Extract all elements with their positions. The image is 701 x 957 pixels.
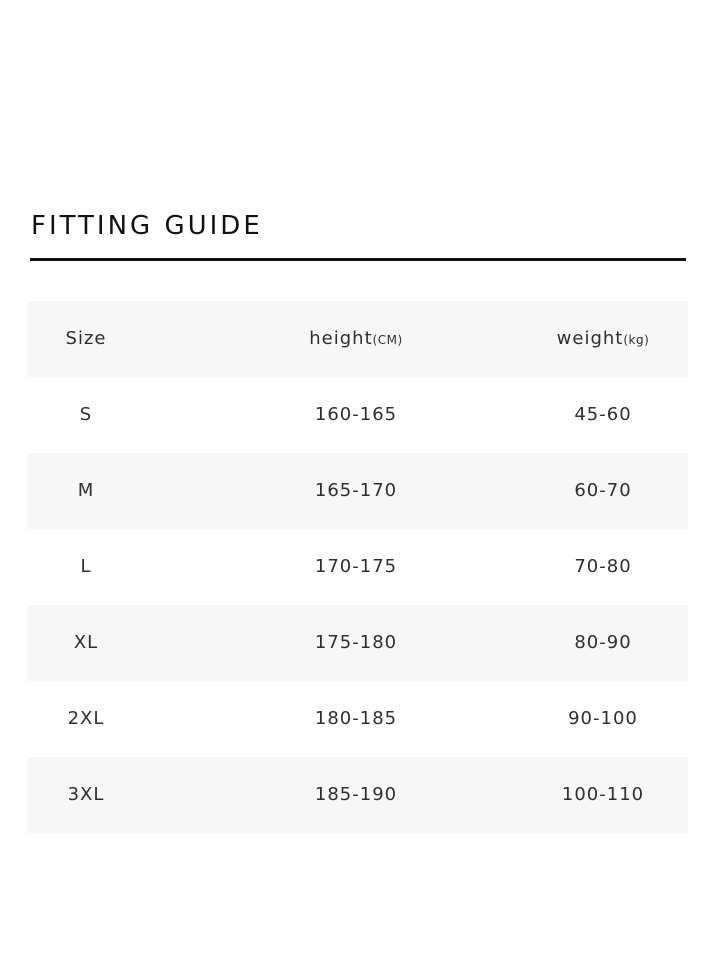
size-cell: XL bbox=[73, 632, 99, 653]
weight-cell: 80-90 bbox=[574, 632, 632, 653]
table-row bbox=[27, 453, 688, 529]
height-cell: 180-185 bbox=[314, 708, 398, 729]
height-cell: 185-190 bbox=[314, 784, 398, 805]
header-height-unit: (CM) bbox=[372, 333, 403, 347]
height-cell: 175-180 bbox=[314, 632, 398, 653]
header-height bbox=[296, 301, 416, 377]
size-cell: 2XL bbox=[67, 708, 105, 729]
weight-cell: 45-60 bbox=[574, 404, 632, 425]
header-weight-label: weight bbox=[556, 328, 624, 349]
size-cell: M bbox=[77, 480, 95, 501]
height-cell: 160-165 bbox=[314, 404, 398, 425]
weight-cell: 70-80 bbox=[574, 556, 632, 577]
weight-cell: 90-100 bbox=[568, 708, 638, 729]
header-height-label: height bbox=[309, 328, 373, 349]
header-weight bbox=[543, 301, 663, 377]
table-row bbox=[27, 605, 688, 681]
size-cell: S bbox=[79, 404, 93, 425]
weight-cell: 100-110 bbox=[561, 784, 645, 805]
weight-cell: 60-70 bbox=[574, 480, 632, 501]
height-cell: 165-170 bbox=[314, 480, 398, 501]
table-row bbox=[27, 681, 688, 757]
size-cell: L bbox=[80, 556, 92, 577]
size-cell: 3XL bbox=[67, 784, 105, 805]
page-title: FITTING GUIDE bbox=[31, 211, 263, 241]
size-table bbox=[27, 301, 688, 833]
header-size: Size bbox=[65, 328, 107, 349]
table-header-row bbox=[27, 301, 688, 377]
table-row bbox=[27, 757, 688, 833]
header-weight-unit: (kg) bbox=[623, 333, 650, 347]
title-divider bbox=[30, 258, 686, 261]
table-row bbox=[27, 529, 688, 605]
height-cell: 170-175 bbox=[314, 556, 398, 577]
table-row bbox=[27, 377, 688, 453]
